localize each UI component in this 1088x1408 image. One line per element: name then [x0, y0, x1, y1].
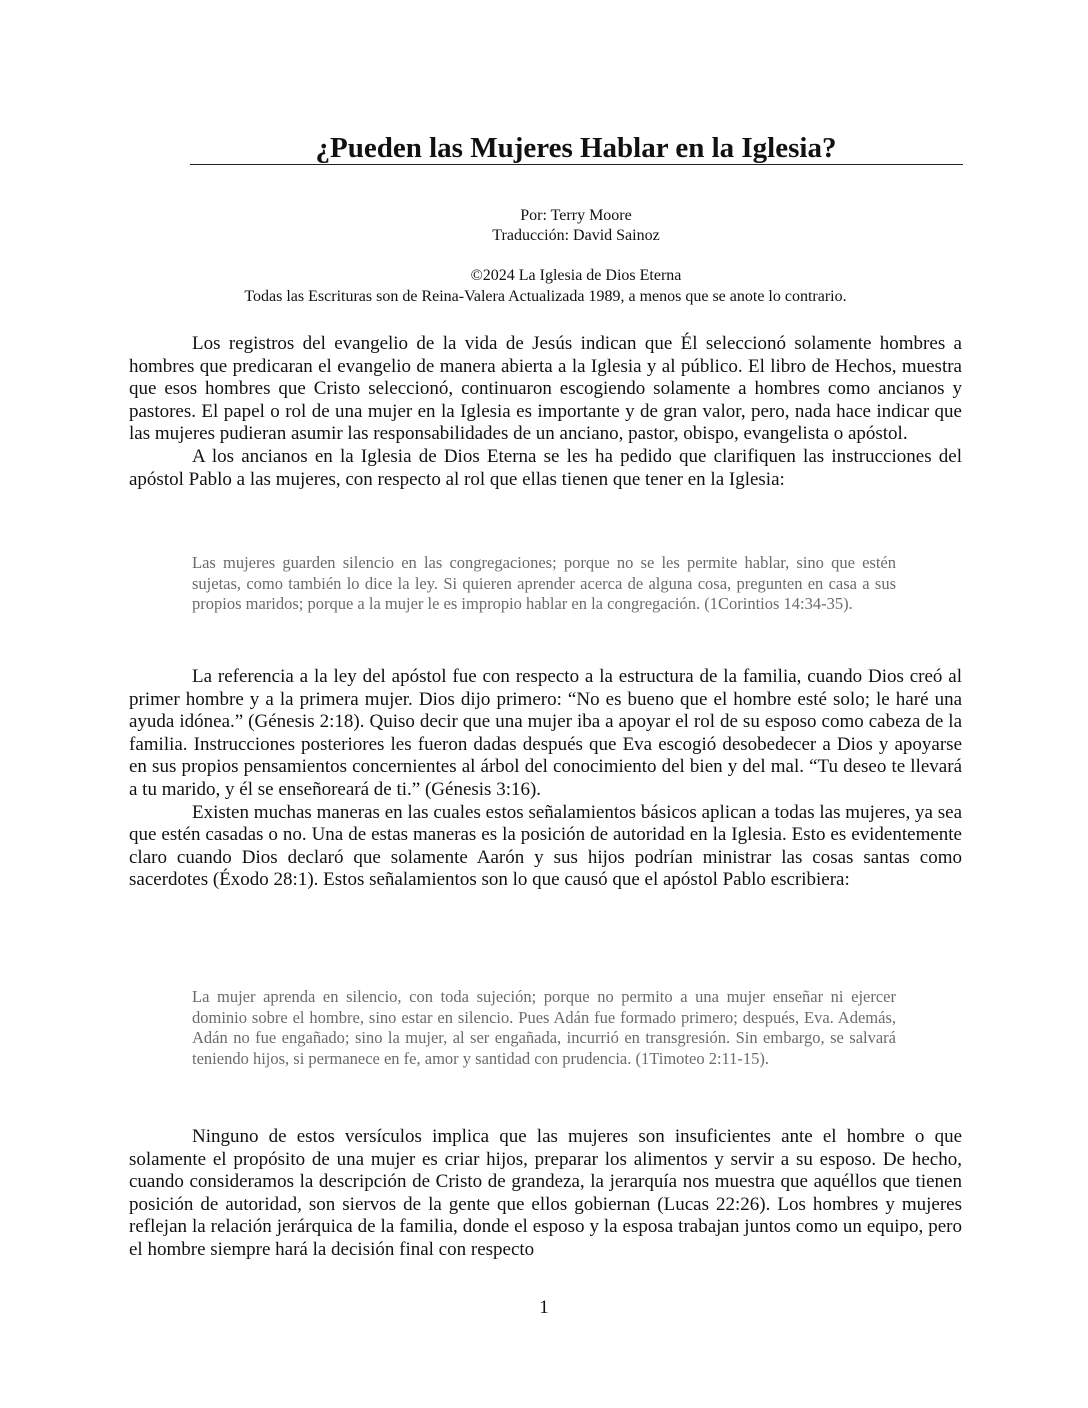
scripture-quote: La mujer aprenda en silencio, con toda sujeción; porque no permito a una mujer enseñar ni ejercer dominio sobre el hombre, sino estar en silencio. Pues Adán fue formado primero; después, Eva. Además, Adán no fue engañado; sino la mujer, al ser engañada, incurrió en transgresión. Sin embargo, se salvará teniendo hijos, si permanece en fe, amor y santidad con prudencia. (1Timoteo 2:11-15).	[192, 987, 896, 1068]
page-number: 1	[539, 1297, 549, 1318]
translator-line: Traducción: David Sainoz	[492, 227, 660, 244]
scripture-note: Todas las Escrituras son de Reina-Valera Actualizada 1989, a menos que se anote lo contrario.	[244, 288, 847, 305]
paragraph: Existen muchas maneras en las cuales estos señalamientos básicos aplican a todas las mujeres, ya sea que estén casadas o no. Una de estas maneras es la posición de autoridad en la Iglesia. Esto es evidentemente claro cuando Dios declaró que solamente Aarón y sus hijos podrían ministrar las cosas santas como sacerdotes (Éxodo 28:1). Estos señalamientos son lo que causó que el apóstol Pablo escribiera:	[129, 801, 962, 891]
body-section-2	[129, 666, 962, 892]
title-underline	[190, 164, 963, 165]
paragraph: La referencia a la ley del apóstol fue con respecto a la estructura de la familia, cuando Dios creó al primer hombre y a la primera mujer. Dios dijo primero: “No es bueno que el hombre esté solo; le haré una ayuda idónea.” (Génesis 2:18). Quiso decir que una mujer iba a apoyar el rol de su esposo como cabeza de la familia. Instrucciones posteriores les fueron dadas después que Eva escogió desobedecer a Dios y apoyarse en sus propios pensamientos concernientes al árbol del conocimiento del bien y del mal. “Tu deseo te llevará a tu marido, y él se enseñoreará de ti.” (Génesis 3:16).	[129, 666, 962, 800]
author-line: Por: Terry Moore	[520, 207, 632, 224]
copyright-line: ©2024 La Iglesia de Dios Eterna	[470, 267, 682, 284]
scripture-quote: Las mujeres guarden silencio en las congregaciones; porque no se les permite hablar, sino que estén sujetas, como también lo dice la ley. Si quieren aprender acerca de alguna cosa, pregunten en casa a sus propios maridos; porque a la mujer le es impropio hablar en la congregación. (1Corintios 14:34-35).	[192, 553, 896, 614]
paragraph: Los registros del evangelio de la vida de Jesús indican que Él seleccionó solamente hombres a hombres que predicaran el evangelio de manera abierta a la Iglesia y al público. El libro de Hechos, muestra que esos hombres que Cristo seleccionó, continuaron escogiendo solamente a hombres como ancianos y pastores. El papel o rol de una mujer en la Iglesia es importante y de gran valor, pero, nada hace indicar que las mujeres pudieran asumir las responsabilidades de un anciano, pastor, obispo, evangelista o apóstol.	[129, 333, 962, 445]
body-section-3	[129, 1126, 962, 1262]
body-section-1	[129, 333, 962, 491]
page-title: ¿Pueden las Mujeres Hablar en la Iglesia?	[315, 132, 837, 164]
paragraph: Ninguno de estos versículos implica que las mujeres son insuficientes ante el hombre o que solamente el propósito de una mujer es criar hijos, preparar los alimentos y servir a su esposo. De hecho, cuando consideramos la descripción de Cristo de grandeza, la jerarquía nos muestra que aquéllos que tienen posición de autoridad, son siervos de la gente que ellos gobiernan (Lucas 22:26). Los hombres y mujeres reflejan la relación jerárquica de la familia, donde el esposo y la esposa trabajan juntos como un equipo, pero el hombre siempre hará la decisión final con respecto	[129, 1126, 962, 1260]
paragraph: A los ancianos en la Iglesia de Dios Eterna se les ha pedido que clarifiquen las instrucciones del apóstol Pablo a las mujeres, con respecto al rol que ellas tienen que tener en la Iglesia:	[129, 445, 962, 490]
